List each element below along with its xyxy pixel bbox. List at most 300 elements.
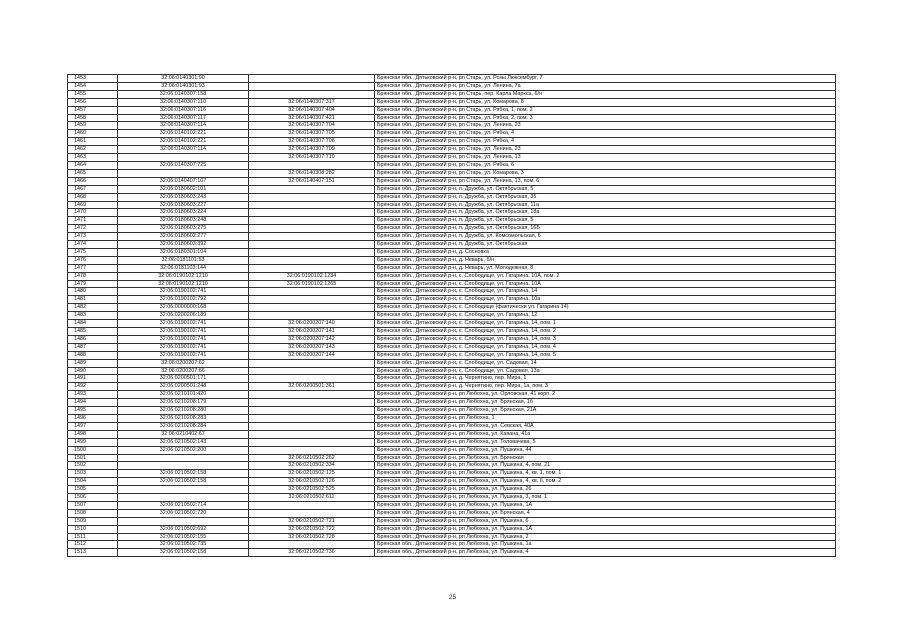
table-row: [68, 304, 836, 312]
row-number-cell: 1463: [68, 154, 118, 162]
table-row: [68, 478, 836, 486]
address-cell: Брянская обл., Дятьковский р-н, п. Дружба, ул. Октябрьская, 11а: [375, 201, 836, 209]
building-cadastral-number-cell: [249, 304, 375, 312]
building-cadastral-number-cell: [249, 509, 375, 517]
land-cadastral-number-cell: 32:06:0180603:243: [118, 193, 249, 201]
address-cell: Брянская обл., Дятьковский р-н, рп Любохна, ул. Пушкина, 44: [375, 446, 836, 454]
building-cadastral-number-cell: 32:06:0210502:736: [249, 549, 375, 557]
land-cadastral-number-cell: 32:06:0180603:275: [118, 225, 249, 233]
table-row: [68, 185, 836, 193]
address-cell: Брянская обл., Дятьковский р-н, д. Чернятино, пер. Мира, 1: [375, 375, 836, 383]
land-cadastral-number-cell: 32:06:0181103:144: [118, 264, 249, 272]
row-number-cell: 1506: [68, 494, 118, 502]
building-cadastral-number-cell: [249, 256, 375, 264]
building-cadastral-number-cell: 32:06:0210502:721: [249, 517, 375, 525]
address-cell: Брянская обл., Дятьковский р-н, п. Дружба, ул. Октябрьская, 18а: [375, 209, 836, 217]
row-number-cell: 1490: [68, 367, 118, 375]
table-row: [68, 494, 836, 502]
building-cadastral-number-cell: 32:06:0210502:262: [249, 454, 375, 462]
land-cadastral-number-cell: 32:06:0140307:116: [118, 106, 249, 114]
land-cadastral-number-cell: 32:06:0190102:792: [118, 296, 249, 304]
address-cell: Брянская обл., Дятьковский р-н, рп Любохна, ул. Брянская, 4: [375, 509, 836, 517]
row-number-cell: 1485: [68, 328, 118, 336]
building-cadastral-number-cell: [249, 375, 375, 383]
row-number-cell: 1455: [68, 90, 118, 98]
building-cadastral-number-cell: [249, 217, 375, 225]
land-cadastral-number-cell: 32:06:0200206:189: [118, 312, 249, 320]
address-cell: Брянская обл., Дятьковский р-н, с. Слободище, ул. Гагарина, 10А: [375, 280, 836, 288]
address-cell: Брянская обл., Дятьковский р-н, рп Старь, пер. Карла Маркса, 6/н: [375, 90, 836, 98]
row-number-cell: 1494: [68, 399, 118, 407]
address-cell: Брянская обл., Дятьковский р-н, рп Старь, ул. Ленина, 23: [375, 122, 836, 130]
address-cell: Брянская обл., Дятьковский р-н, рп Старь, ул. Рябка, 6: [375, 161, 836, 169]
land-cadastral-number-cell: 32:06:0200207:66: [118, 367, 249, 375]
table-row: [68, 217, 836, 225]
land-cadastral-number-cell: 32:06:0210208:284: [118, 422, 249, 430]
row-number-cell: 1457: [68, 106, 118, 114]
land-cadastral-number-cell: 32:06:0180602:277: [118, 233, 249, 241]
address-cell: Брянская обл., Дятьковский р-н, д. Чернятино, пер. Мира, 1а, пом. 3: [375, 383, 836, 391]
table-row: [68, 138, 836, 146]
table-row: [68, 122, 836, 130]
row-number-cell: 1458: [68, 114, 118, 122]
address-cell: Брянская обл., Дятьковский р-н, с. Слободище, ул. Гагарина, 10а: [375, 296, 836, 304]
address-cell: Брянская обл., Дятьковский р-н, рп Любохна, 1: [375, 414, 836, 422]
address-cell: Брянская обл., Дятьковский р-н, п. Дружба, ул. Октябрьская, 5: [375, 217, 836, 225]
address-cell: Брянская обл., Дятьковский р-н, рп Старь, ул. Рябка, 1, пом. 2: [375, 106, 836, 114]
building-cadastral-number-cell: [249, 438, 375, 446]
row-number-cell: 1505: [68, 486, 118, 494]
table-row: [68, 82, 836, 90]
address-cell: Брянская обл., Дятьковский р-н, рп Старь, ул. Ленина, 13, пом. 6: [375, 177, 836, 185]
address-cell: Брянская обл., Дятьковский р-н, рп Старь, ул. Рябка, 4: [375, 130, 836, 138]
land-cadastral-number-cell: 32:06:0210502:714: [118, 501, 249, 509]
land-cadastral-number-cell: 32:06:0140307:114: [118, 122, 249, 130]
land-cadastral-number-cell: 32:06:0210502:158: [118, 470, 249, 478]
building-cadastral-number-cell: [249, 414, 375, 422]
row-number-cell: 1504: [68, 478, 118, 486]
row-number-cell: 1510: [68, 525, 118, 533]
address-cell: Брянская обл., Дятьковский р-н, с. Слободище, ул. Гагарина, 14: [375, 288, 836, 296]
land-cadastral-number-cell: [118, 454, 249, 462]
address-cell: Брянская обл., Дятьковский р-н, д. Сосновка: [375, 248, 836, 256]
building-cadastral-number-cell: 32:06:0210502:728: [249, 533, 375, 541]
table-row: [68, 422, 836, 430]
building-cadastral-number-cell: 32:06:0200207:144: [249, 351, 375, 359]
building-cadastral-number-cell: 32:06:0140307:706: [249, 138, 375, 146]
land-cadastral-number-cell: 32:06:0210502:720: [118, 509, 249, 517]
table-row: [68, 470, 836, 478]
building-cadastral-number-cell: 32:06:0210502:334: [249, 462, 375, 470]
address-cell: Брянская обл., Дятьковский р-н, рп Любохна, ул. Пушкина, 2: [375, 533, 836, 541]
building-cadastral-number-cell: [249, 201, 375, 209]
row-number-cell: 1476: [68, 256, 118, 264]
row-number-cell: 1497: [68, 422, 118, 430]
table-row: [68, 114, 836, 122]
building-cadastral-number-cell: [249, 391, 375, 399]
address-cell: Брянская обл., Дятьковский р-н, п. Дружба, ул. Октябрьская: [375, 241, 836, 249]
land-cadastral-number-cell: 32:06:0180603:224: [118, 209, 249, 217]
building-cadastral-number-cell: 32:06:0140307:421: [249, 114, 375, 122]
land-cadastral-number-cell: 32:06:0181101:53: [118, 256, 249, 264]
land-cadastral-number-cell: 32:06:0180603:248: [118, 217, 249, 225]
table-row: [68, 312, 836, 320]
table-row: [68, 241, 836, 249]
address-cell: Брянская обл., Дятьковский р-н, рп Любохна, ул. Пушкина, 4: [375, 549, 836, 557]
land-cadastral-number-cell: 32:06:0190102:741: [118, 328, 249, 336]
address-cell: Брянская обл., Дятьковский р-н, с. Слободище, ул. Гагарина, 14, пом. 3: [375, 335, 836, 343]
table-row: [68, 169, 836, 177]
row-number-cell: 1484: [68, 320, 118, 328]
address-cell: Брянская обл., Дятьковский р-н, д. Неварь, ул. Молодежная, 8: [375, 264, 836, 272]
building-cadastral-number-cell: [249, 225, 375, 233]
building-cadastral-number-cell: 32:06:0210502:611: [249, 494, 375, 502]
address-cell: Брянская обл., Дятьковский р-н, с. Слободище, ул. Гагарина, 14, пом. 1: [375, 320, 836, 328]
building-cadastral-number-cell: [249, 185, 375, 193]
address-cell: Брянская обл., Дятьковский р-н, рп Любохна, ул. Севская, 40А: [375, 422, 836, 430]
building-cadastral-number-cell: 32:06:0200207:140: [249, 320, 375, 328]
land-cadastral-number-cell: 32:06:0210502:143: [118, 438, 249, 446]
land-cadastral-number-cell: [118, 517, 249, 525]
table-row: [68, 375, 836, 383]
row-number-cell: 1461: [68, 138, 118, 146]
land-cadastral-number-cell: 32:06:0140102:221: [118, 138, 249, 146]
building-cadastral-number-cell: [249, 501, 375, 509]
land-cadastral-number-cell: 32:06:0140301:93: [118, 82, 249, 90]
row-number-cell: 1479: [68, 280, 118, 288]
table-row: [68, 486, 836, 494]
building-cadastral-number-cell: 32:06:0210502:525: [249, 486, 375, 494]
table-row: [68, 383, 836, 391]
land-cadastral-number-cell: 32:06:0140102:221: [118, 130, 249, 138]
building-cadastral-number-cell: [249, 422, 375, 430]
address-cell: Брянская обл., Дятьковский р-н, рп Старь, ул. Ленина, 7а: [375, 82, 836, 90]
table-row: [68, 549, 836, 557]
building-cadastral-number-cell: [249, 193, 375, 201]
address-cell: Брянская обл., Дятьковский р-н, рп Любохна, ул. Пушкина, 3, пом. 1: [375, 494, 836, 502]
table-row: [68, 446, 836, 454]
land-cadastral-number-cell: 32:06:0140307:725: [118, 161, 249, 169]
table-row: [68, 351, 836, 359]
table-row: [68, 233, 836, 241]
land-cadastral-number-cell: 32:06:0210502:158: [118, 549, 249, 557]
address-cell: Брянская обл., Дятьковский р-н, рп Любохна, ул. Пушкина, 1а: [375, 541, 836, 549]
land-cadastral-number-cell: 32:06:0180603:392: [118, 241, 249, 249]
row-number-cell: 1509: [68, 517, 118, 525]
row-number-cell: 1503: [68, 470, 118, 478]
land-cadastral-number-cell: 32:06:0190102:741: [118, 320, 249, 328]
table-row: [68, 75, 836, 83]
building-cadastral-number-cell: 32:06:0140307:404: [249, 106, 375, 114]
building-cadastral-number-cell: [249, 367, 375, 375]
row-number-cell: 1464: [68, 161, 118, 169]
row-number-cell: 1481: [68, 296, 118, 304]
address-cell: Брянская обл., Дятьковский р-н, рп Старь, ул. Розы Люксембург, 7: [375, 75, 836, 83]
row-number-cell: 1469: [68, 201, 118, 209]
land-cadastral-number-cell: 32:06:0190102:741: [118, 288, 249, 296]
row-number-cell: 1465: [68, 169, 118, 177]
building-cadastral-number-cell: [249, 209, 375, 217]
row-number-cell: 1456: [68, 98, 118, 106]
table-row: [68, 454, 836, 462]
building-cadastral-number-cell: 32:06:0200207:141: [249, 328, 375, 336]
row-number-cell: 1462: [68, 146, 118, 154]
land-cadastral-number-cell: 32:06:0210502:200: [118, 446, 249, 454]
building-cadastral-number-cell: [249, 161, 375, 169]
table-row: [68, 272, 836, 280]
address-cell: Брянская обл., Дятьковский р-н, с. Слободище, ул. Гагарина, 12: [375, 312, 836, 320]
row-number-cell: 1459: [68, 122, 118, 130]
address-cell: Брянская обл., Дятьковский р-н, рп Любохна, ул. Брянская: [375, 454, 836, 462]
row-number-cell: 1454: [68, 82, 118, 90]
land-cadastral-number-cell: [118, 494, 249, 502]
table-row: [68, 130, 836, 138]
land-cadastral-number-cell: 32:06:0140307:117: [118, 114, 249, 122]
table-row: [68, 225, 836, 233]
building-cadastral-number-cell: 32:06:0140407:151: [249, 177, 375, 185]
land-cadastral-number-cell: 32:06:0190102:741: [118, 335, 249, 343]
row-number-cell: 1470: [68, 209, 118, 217]
table-row: [68, 359, 836, 367]
table-row: [68, 264, 836, 272]
land-cadastral-number-cell: 32:06:0140307:114: [118, 146, 249, 154]
building-cadastral-number-cell: [249, 296, 375, 304]
land-cadastral-number-cell: 32:06:0140307:158: [118, 90, 249, 98]
address-cell: Брянская обл., Дятьковский р-н, с. Слободище, ул. Садовая, 14: [375, 359, 836, 367]
table-row: [68, 343, 836, 351]
row-number-cell: 1453: [68, 75, 118, 83]
table-row: [68, 541, 836, 549]
table-row: [68, 399, 836, 407]
row-number-cell: 1502: [68, 462, 118, 470]
land-cadastral-number-cell: 32:06:0180603:227: [118, 201, 249, 209]
table-row: [68, 201, 836, 209]
row-number-cell: 1487: [68, 343, 118, 351]
land-cadastral-number-cell: 32:06:0140407:107: [118, 177, 249, 185]
row-number-cell: 1478: [68, 272, 118, 280]
table-row: [68, 462, 836, 470]
table-row: [68, 106, 836, 114]
building-cadastral-number-cell: 32:06:0190102:1265: [249, 280, 375, 288]
table-row: [68, 509, 836, 517]
building-cadastral-number-cell: 32:06:0140307:709: [249, 146, 375, 154]
land-cadastral-number-cell: 32:06:0210402:67: [118, 430, 249, 438]
row-number-cell: 1512: [68, 541, 118, 549]
building-cadastral-number-cell: 32:06:0210502:722: [249, 525, 375, 533]
table-row: [68, 98, 836, 106]
address-cell: Брянская обл., Дятьковский р-н, с. Слободище, ул. Садовая, 13а: [375, 367, 836, 375]
table-row: [68, 414, 836, 422]
address-cell: Брянская обл., Дятьковский р-н, п. Дружба, ул. Октябрьская, 16Б: [375, 225, 836, 233]
row-number-cell: 1488: [68, 351, 118, 359]
row-number-cell: 1493: [68, 391, 118, 399]
land-cadastral-number-cell: 32:06:0190102:1210: [118, 280, 249, 288]
address-cell: Брянская обл., Дятьковский р-н, рп Старь, ул. Рябка, 2, пом. 3: [375, 114, 836, 122]
row-number-cell: 1508: [68, 509, 118, 517]
table-row: [68, 430, 836, 438]
land-cadastral-number-cell: 32:06:0190102:1210: [118, 272, 249, 280]
land-cadastral-number-cell: [118, 462, 249, 470]
row-number-cell: 1491: [68, 375, 118, 383]
page-number: 25: [448, 594, 457, 601]
row-number-cell: 1500: [68, 446, 118, 454]
land-cadastral-number-cell: 32:06:0210502:155: [118, 533, 249, 541]
table-row: [68, 501, 836, 509]
table-row: [68, 177, 836, 185]
building-cadastral-number-cell: 32:06:0190102:1234: [249, 272, 375, 280]
row-number-cell: 1480: [68, 288, 118, 296]
address-cell: Брянская обл., Дятьковский р-н, рп Старь, ул. Ленина, 13: [375, 154, 836, 162]
land-cadastral-number-cell: 32:06:0190102:741: [118, 351, 249, 359]
building-cadastral-number-cell: [249, 75, 375, 83]
land-cadastral-number-cell: 32:06:0180602:101: [118, 185, 249, 193]
land-cadastral-number-cell: 32:06:0200501:248: [118, 383, 249, 391]
address-cell: Брянская обл., Дятьковский р-н, рп Любохна, ул. Брянская, 1б: [375, 399, 836, 407]
row-number-cell: 1492: [68, 383, 118, 391]
building-cadastral-number-cell: 32:06:0210502:126: [249, 478, 375, 486]
land-cadastral-number-cell: 32:06:0180301:104: [118, 248, 249, 256]
land-cadastral-number-cell: 32:06:0140301:90: [118, 75, 249, 83]
address-cell: Брянская обл., Дятьковский р-н, рп Любохна, ул. Пушкина, 4, кв. 1, пом. 1: [375, 470, 836, 478]
building-cadastral-number-cell: [249, 233, 375, 241]
row-number-cell: 1466: [68, 177, 118, 185]
table-row: [68, 280, 836, 288]
building-cadastral-number-cell: [249, 90, 375, 98]
address-cell: Брянская обл., Дятьковский р-н, п. Дружба, ул. Комсомольская, 6: [375, 233, 836, 241]
table-row: [68, 193, 836, 201]
address-cell: Брянская обл., Дятьковский р-н, п. Дружба, ул. Октябрьская, 5: [375, 185, 836, 193]
row-number-cell: 1467: [68, 185, 118, 193]
table-row: [68, 533, 836, 541]
table-row: [68, 288, 836, 296]
table-row: [68, 296, 836, 304]
building-cadastral-number-cell: 32:06:0140307:317: [249, 98, 375, 106]
table-row: [68, 517, 836, 525]
land-cadastral-number-cell: 32:06:0000000:168: [118, 304, 249, 312]
land-cadastral-number-cell: 32:06:0210502:158: [118, 478, 249, 486]
land-cadastral-number-cell: [118, 169, 249, 177]
building-cadastral-number-cell: 32:06:0140308:282: [249, 169, 375, 177]
row-number-cell: 1482: [68, 304, 118, 312]
table-row: [68, 154, 836, 162]
land-cadastral-number-cell: 32:06:0200207:62: [118, 359, 249, 367]
land-cadastral-number-cell: 32:06:0200501:171: [118, 375, 249, 383]
table-row: [68, 525, 836, 533]
row-number-cell: 1495: [68, 407, 118, 415]
building-cadastral-number-cell: [249, 430, 375, 438]
address-cell: Брянская обл., Дятьковский р-н, рп Любохна, ул. Пушкина, 1А: [375, 525, 836, 533]
row-number-cell: 1507: [68, 501, 118, 509]
registry-table-body: [68, 75, 836, 557]
building-cadastral-number-cell: [249, 264, 375, 272]
table-row: [68, 209, 836, 217]
land-cadastral-number-cell: 32:06:0210208:179: [118, 399, 249, 407]
land-cadastral-number-cell: [118, 486, 249, 494]
address-cell: Брянская обл., Дятьковский р-н, с. Слободище (фактически ул. Гагарина 14): [375, 304, 836, 312]
row-number-cell: 1472: [68, 225, 118, 233]
row-number-cell: 1483: [68, 312, 118, 320]
row-number-cell: 1511: [68, 533, 118, 541]
building-cadastral-number-cell: 32:06:0140307:705: [249, 130, 375, 138]
row-number-cell: 1499: [68, 438, 118, 446]
table-row: [68, 438, 836, 446]
address-cell: Брянская обл., Дятьковский р-н, рп Старь, ул. Рябка, 4: [375, 138, 836, 146]
table-row: [68, 335, 836, 343]
land-cadastral-number-cell: 32:06:0210502:735: [118, 541, 249, 549]
building-cadastral-number-cell: [249, 248, 375, 256]
address-cell: Брянская обл., Дятьковский р-н, рп Старь, ул. Ленина, 23: [375, 146, 836, 154]
building-cadastral-number-cell: [249, 288, 375, 296]
address-cell: Брянская обл., Дятьковский р-н, рп Любохна, ул. Пушкина, 4, пом. 21: [375, 462, 836, 470]
building-cadastral-number-cell: [249, 312, 375, 320]
building-cadastral-number-cell: 32:06:0140307:704: [249, 122, 375, 130]
building-cadastral-number-cell: 32:06:0200207:142: [249, 335, 375, 343]
row-number-cell: 1489: [68, 359, 118, 367]
building-cadastral-number-cell: [249, 359, 375, 367]
address-cell: Брянская обл., Дятьковский р-н, рп Любохна, ул. Пушкина, 4, кв. II, пом. 2: [375, 478, 836, 486]
building-cadastral-number-cell: [249, 446, 375, 454]
row-number-cell: 1496: [68, 414, 118, 422]
property-registry-table: [67, 74, 836, 557]
address-cell: Брянская обл., Дятьковский р-н, рп Любохна, ул. Каяана, 41а: [375, 430, 836, 438]
row-number-cell: 1474: [68, 241, 118, 249]
row-number-cell: 1460: [68, 130, 118, 138]
building-cadastral-number-cell: [249, 82, 375, 90]
row-number-cell: 1498: [68, 430, 118, 438]
land-cadastral-number-cell: 32:06:0210208:283: [118, 414, 249, 422]
row-number-cell: 1477: [68, 264, 118, 272]
table-row: [68, 248, 836, 256]
row-number-cell: 1486: [68, 335, 118, 343]
table-row: [68, 161, 836, 169]
table-row: [68, 367, 836, 375]
address-cell: Брянская обл., Дятьковский р-н, рп Любохна, ул. Пушкина, 1А: [375, 501, 836, 509]
building-cadastral-number-cell: 32:06:0140307:710: [249, 154, 375, 162]
address-cell: Брянская обл., Дятьковский р-н, рп Любохна, ул. Брянская, 21А: [375, 407, 836, 415]
table-row: [68, 256, 836, 264]
address-cell: Брянская обл., Дятьковский р-н, д. Неварь, б/н: [375, 256, 836, 264]
table-row: [68, 320, 836, 328]
address-cell: Брянская обл., Дятьковский р-н, рп Любохна, ул. Орловская, 41 корп. 2: [375, 391, 836, 399]
building-cadastral-number-cell: 32:06:0210502:125: [249, 470, 375, 478]
table-row: [68, 90, 836, 98]
row-number-cell: 1501: [68, 454, 118, 462]
address-cell: Брянская обл., Дятьковский р-н, п. Дружба, ул. Октябрьская, 35: [375, 193, 836, 201]
address-cell: Брянская обл., Дятьковский р-н, рп Любохна, ул. Толовачева, 5: [375, 438, 836, 446]
land-cadastral-number-cell: 32:06:0190102:741: [118, 343, 249, 351]
address-cell: Брянская обл., Дятьковский р-н, с. Слободище, ул. Гагарина, 14, пом. 2: [375, 328, 836, 336]
building-cadastral-number-cell: [249, 241, 375, 249]
land-cadastral-number-cell: 32:06:0140307:110: [118, 98, 249, 106]
table-row: [68, 328, 836, 336]
row-number-cell: 1471: [68, 217, 118, 225]
address-cell: Брянская обл., Дятьковский р-н, рп Старь, ул. Комарова, 3: [375, 169, 836, 177]
table-row: [68, 146, 836, 154]
row-number-cell: 1473: [68, 233, 118, 241]
address-cell: Брянская обл., Дятьковский р-н, с. Слободище, ул. Гагарина, 14, пом. 5: [375, 351, 836, 359]
row-number-cell: 1475: [68, 248, 118, 256]
address-cell: Брянская обл., Дятьковский р-н, с. Слободище, ул. Гагарина, 10А, пом. 2: [375, 272, 836, 280]
address-cell: Брянская обл., Дятьковский р-н, рп Любохна, ул. Пушкина, 6: [375, 517, 836, 525]
building-cadastral-number-cell: [249, 399, 375, 407]
address-cell: Брянская обл., Дятьковский р-н, с. Слободище, ул. Гагарина, 14, пом. 4: [375, 343, 836, 351]
building-cadastral-number-cell: [249, 541, 375, 549]
building-cadastral-number-cell: 32:06:0200207:143: [249, 343, 375, 351]
address-cell: Брянская обл., Дятьковский р-н, рп Старь, ул. Комарова, 8: [375, 98, 836, 106]
building-cadastral-number-cell: [249, 407, 375, 415]
table-row: [68, 407, 836, 415]
row-number-cell: 1468: [68, 193, 118, 201]
